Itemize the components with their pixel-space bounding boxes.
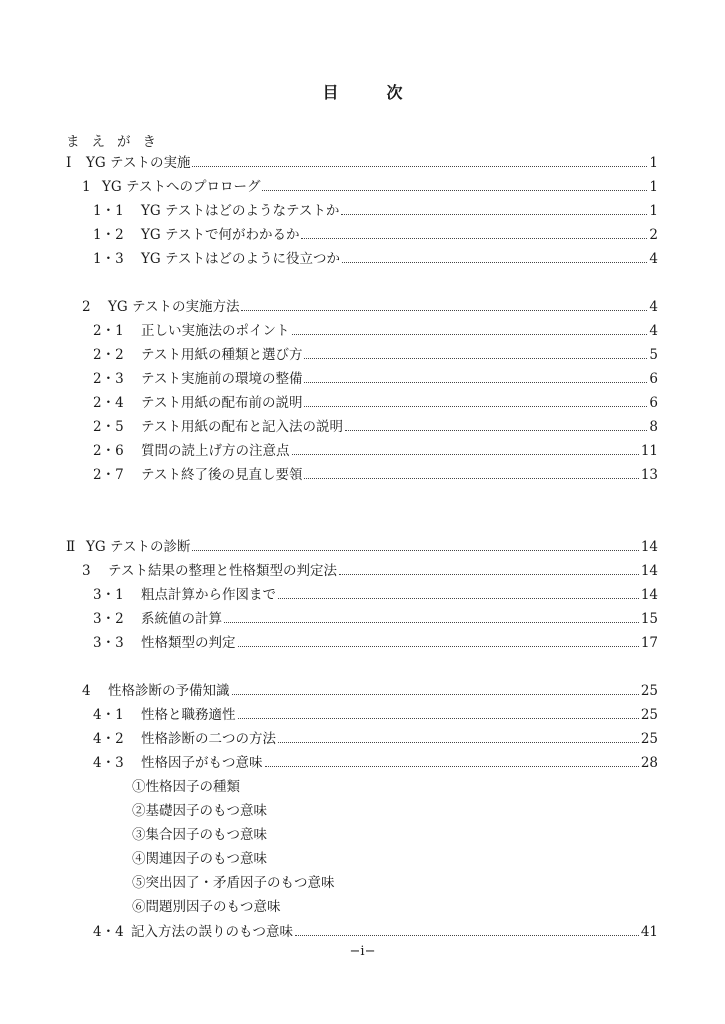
- entry-label: テスト終了後の見直し要領: [141, 467, 303, 483]
- entry-page: 5: [649, 347, 658, 363]
- toc-entry-2-1: [93, 321, 658, 341]
- leader-dots: [238, 646, 639, 647]
- entry-page: 1: [649, 203, 658, 219]
- toc-entry-2-5: [93, 417, 658, 437]
- entry-page: 28: [640, 755, 658, 771]
- leader-dots: [301, 238, 647, 239]
- toc-entry-4-2: [93, 729, 658, 749]
- leader-dots: [339, 574, 639, 575]
- leader-dots: [224, 622, 639, 623]
- leader-dots: [292, 334, 648, 335]
- sub-item-6: ⑥問題別因子のもつ意味: [132, 899, 281, 915]
- entry-page: 15: [640, 611, 658, 627]
- entry-page: 25: [640, 731, 658, 747]
- entry-number: 2: [82, 299, 91, 315]
- entry-number: 1・2: [93, 227, 124, 243]
- sub-item-3: ③集合因子のもつ意味: [132, 827, 267, 843]
- entry-number: Ⅱ: [66, 539, 76, 555]
- toc-entry-4-4: [93, 922, 658, 942]
- leader-dots: [304, 406, 647, 407]
- entry-page: 14: [640, 539, 658, 555]
- entry-number: 4・2: [93, 731, 124, 747]
- title-left-char: 目: [322, 83, 339, 102]
- leader-dots: [232, 694, 639, 695]
- toc-entry-3-3: [93, 633, 658, 653]
- toc-entry-2-7: [93, 465, 658, 485]
- toc-entry-2-2: [93, 345, 658, 365]
- entry-page: 13: [640, 467, 658, 483]
- entry-label: テスト実施前の環境の整備: [141, 371, 303, 387]
- entry-number: 2・7: [93, 467, 124, 483]
- toc-entry-1-1: [93, 201, 658, 221]
- toc-entry-2-4: [93, 393, 658, 413]
- entry-label: テスト結果の整理と性格類型の判定法: [108, 563, 337, 579]
- entry-label: YG テストはどのように役立つか: [141, 251, 340, 267]
- entry-label: 性格診断の二つの方法: [141, 731, 276, 747]
- entry-label: YG テストの実施: [86, 155, 191, 171]
- entry-number: 2・3: [93, 371, 124, 387]
- entry-number: 3・3: [93, 635, 124, 651]
- leader-dots: [304, 478, 638, 479]
- entry-label: テスト用紙の配布前の説明: [141, 395, 303, 411]
- entry-number: 3: [82, 563, 91, 579]
- entry-page: 11: [640, 443, 658, 459]
- sub-item-4: ④関連因子のもつ意味: [132, 851, 267, 867]
- entry-number: 4: [82, 683, 91, 699]
- leader-dots: [342, 262, 647, 263]
- entry-number: 4・1: [93, 707, 124, 723]
- preface-heading: まえがき: [66, 134, 168, 150]
- entry-label: YG テストへのプロローグ: [102, 179, 261, 195]
- toc-entry-chapter-4: [82, 681, 658, 701]
- leader-dots: [192, 166, 647, 167]
- entry-page: 6: [649, 395, 658, 411]
- entry-page: 4: [649, 323, 658, 339]
- leader-dots: [192, 550, 638, 551]
- leader-dots: [304, 382, 647, 383]
- entry-label: 正しい実施法のポイント: [141, 323, 290, 339]
- toc-entry-part-1: [66, 153, 658, 173]
- leader-dots: [292, 454, 639, 455]
- entry-page: 41: [640, 924, 658, 940]
- entry-number: 3・2: [93, 611, 124, 627]
- entry-number: 1・3: [93, 251, 124, 267]
- entry-number: 4・4: [93, 924, 124, 940]
- page-title: [0, 80, 725, 103]
- entry-page: 17: [640, 635, 658, 651]
- entry-number: 2・6: [93, 443, 124, 459]
- leader-dots: [304, 358, 647, 359]
- toc-entry-1-3: [93, 249, 658, 269]
- entry-page: 25: [640, 683, 658, 699]
- entry-label: テスト用紙の配布と記入法の説明: [141, 419, 343, 435]
- entry-label: YG テストの診断: [86, 539, 191, 555]
- entry-number: Ⅰ: [66, 155, 72, 171]
- leader-dots: [278, 742, 639, 743]
- toc-entry-chapter-2: [82, 297, 658, 317]
- leader-dots: [341, 214, 647, 215]
- entry-page: 25: [640, 707, 658, 723]
- entry-number: 2・5: [93, 419, 124, 435]
- toc-entry-4-3: [93, 753, 658, 773]
- entry-number: 2・2: [93, 347, 124, 363]
- entry-number: 2・4: [93, 395, 124, 411]
- entry-number: 1・1: [93, 203, 124, 219]
- entry-page: 4: [649, 299, 658, 315]
- entry-page: 8: [649, 419, 658, 435]
- entry-label: 質問の読上げ方の注意点: [141, 443, 290, 459]
- toc-entry-3-1: [93, 585, 658, 605]
- toc-entry-3-2: [93, 609, 658, 629]
- sub-item-1: ①性格因子の種類: [132, 779, 240, 795]
- leader-dots: [345, 430, 647, 431]
- entry-label: テスト用紙の種類と選び方: [141, 347, 303, 363]
- leader-dots: [238, 718, 639, 719]
- toc-entry-4-1: [93, 705, 658, 725]
- entry-label: 系統値の計算: [141, 611, 222, 627]
- entry-number: 1: [82, 179, 91, 195]
- entry-label: 性格診断の予備知識: [108, 683, 230, 699]
- entry-page: 2: [649, 227, 658, 243]
- leader-dots: [278, 598, 639, 599]
- toc-entry-chapter-3: [82, 561, 658, 581]
- toc-entry-part-2: [66, 537, 658, 557]
- entry-page: 14: [640, 563, 658, 579]
- toc-entry-1-2: [93, 225, 658, 245]
- entry-label: YG テストはどのようなテストか: [141, 203, 340, 219]
- leader-dots: [241, 310, 647, 311]
- sub-item-5: ⑤突出因了・矛盾因子のもつ意味: [132, 875, 335, 891]
- toc-entry-2-3: [93, 369, 658, 389]
- entry-page: 14: [640, 587, 658, 603]
- entry-page: 1: [649, 155, 658, 171]
- entry-number: 2・1: [93, 323, 124, 339]
- entry-label: YG テストの実施方法: [108, 299, 240, 315]
- page-number-footer: −i−: [349, 944, 376, 959]
- entry-number: 4・3: [93, 755, 124, 771]
- toc-entry-2-6: [93, 441, 658, 461]
- sub-item-2: ②基礎因子のもつ意味: [132, 803, 267, 819]
- toc-entry-chapter-1: [82, 177, 658, 197]
- entry-number: 3・1: [93, 587, 124, 603]
- entry-label: 記入方法の誤りのもつ意味: [131, 924, 293, 940]
- entry-page: 1: [649, 179, 658, 195]
- entry-label: 粗点計算から作図まで: [141, 587, 276, 603]
- entry-page: 4: [649, 251, 658, 267]
- entry-label: 性格類型の判定: [141, 635, 236, 651]
- entry-page: 6: [649, 371, 658, 387]
- leader-dots: [262, 190, 647, 191]
- entry-label: 性格と職務適性: [141, 707, 236, 723]
- title-right-char: 次: [386, 83, 403, 102]
- entry-label: YG テストで何がわかるか: [141, 227, 300, 243]
- entry-label: 性格因子がもつ意味: [141, 755, 263, 771]
- leader-dots: [265, 766, 639, 767]
- leader-dots: [295, 935, 639, 936]
